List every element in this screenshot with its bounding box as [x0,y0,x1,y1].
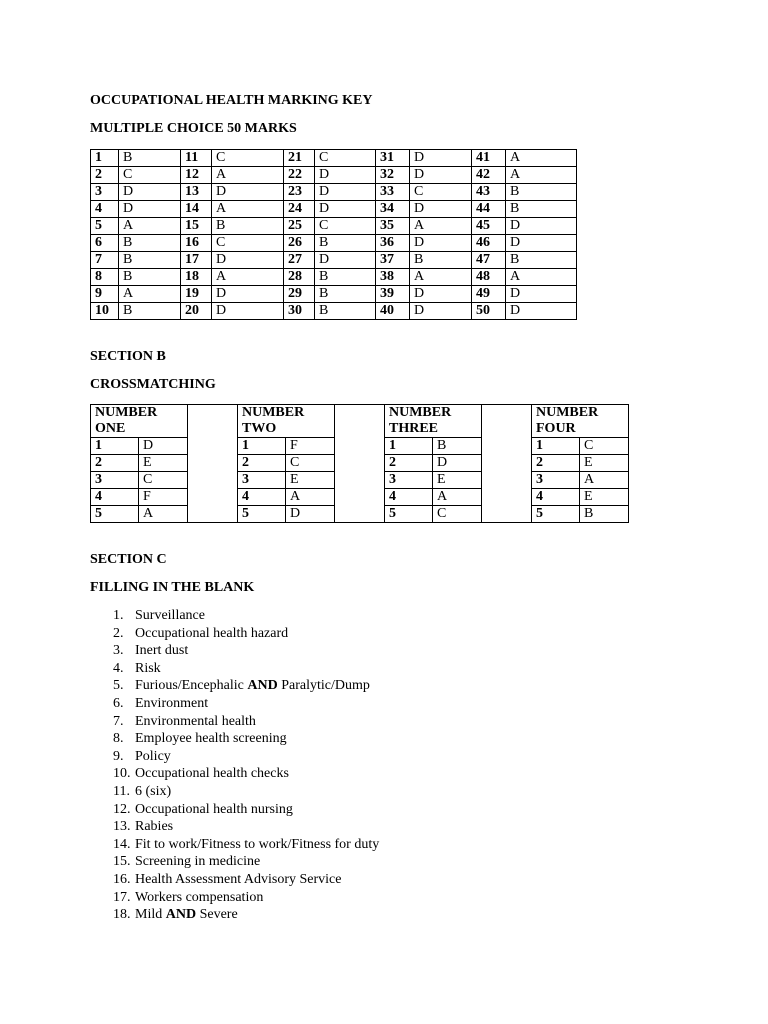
list-item [113,836,379,854]
table-row [91,150,577,167]
list-item [113,625,379,643]
answer-letter: B [410,252,472,269]
matched-letter: F [286,438,335,455]
table-row [385,455,482,472]
matched-letter: A [286,489,335,506]
document-title: OCCUPATIONAL HEALTH MARKING KEY [90,93,373,108]
item-number: 4 [91,489,139,506]
crossmatch-table [237,404,335,523]
answer-letter: B [119,150,181,167]
answer-letter: A [506,150,577,167]
item-number: 9. [113,748,124,764]
table-row [91,489,188,506]
answer-letter: A [410,218,472,235]
table-row [91,438,188,455]
answer-letter: C [315,150,376,167]
question-number: 2 [91,167,119,184]
answer-letter: A [119,286,181,303]
answer-text: Mild [135,907,166,923]
list-item [113,642,379,660]
matched-letter: D [433,455,482,472]
crossmatch-table-header: NUMBER ONE [91,405,188,438]
answer-letter: B [119,252,181,269]
question-number: 35 [376,218,410,235]
table-row [238,489,335,506]
answer-text: Furious/Encephalic [135,678,248,694]
matched-letter: E [580,489,629,506]
section-c-heading: FILLING IN THE BLANK [90,580,255,595]
answer-letter: D [506,235,577,252]
answer-text: Severe [196,907,238,923]
answer-letter: B [506,184,577,201]
answer-letter: A [212,269,284,286]
item-number: 15. [113,854,131,870]
question-number: 43 [472,184,506,201]
answer-letter: D [506,218,577,235]
question-number: 24 [284,201,315,218]
item-number: 6. [113,695,124,711]
section-c-label: SECTION C [90,552,167,567]
answer-text: Health Assessment Advisory Service [135,871,342,887]
item-number: 1. [113,608,124,623]
item-number: 14. [113,836,131,852]
item-number: 4 [385,489,433,506]
answer-text: Employee health screening [135,731,287,747]
list-item [113,765,379,783]
answer-letter: D [506,303,577,320]
list-item [113,906,379,924]
item-number: 2 [91,455,139,472]
item-number: 5 [91,506,139,523]
answer-letter: C [410,184,472,201]
list-item [113,818,379,836]
answer-text: Environment [135,695,209,711]
answer-letter: D [315,167,376,184]
question-number: 32 [376,167,410,184]
answer-letter: A [119,218,181,235]
emphasis-text: AND [165,907,197,923]
answer-letter: B [506,252,577,269]
question-number: 45 [472,218,506,235]
item-number: 3 [91,472,139,489]
question-number: 3 [91,184,119,201]
question-number: 37 [376,252,410,269]
question-number: 4 [91,201,119,218]
question-number: 26 [284,235,315,252]
answer-text: Surveillance [135,608,205,623]
matched-letter: C [433,506,482,523]
item-number: 4. [113,660,124,676]
list-item [113,783,379,801]
table-row [532,472,629,489]
question-number: 41 [472,150,506,167]
item-number: 3 [238,472,286,489]
item-number: 2 [238,455,286,472]
question-number: 40 [376,303,410,320]
table-row [91,506,188,523]
answer-letter: D [315,252,376,269]
answer-text: Environmental health [135,713,256,729]
table-row [238,506,335,523]
list-item [113,677,379,695]
item-number: 11. [113,783,130,799]
crossmatch-table-header: NUMBER THREE [385,405,482,438]
question-number: 49 [472,286,506,303]
answer-letter: D [410,150,472,167]
question-number: 30 [284,303,315,320]
answer-text: Rabies [135,819,174,835]
item-number: 3 [385,472,433,489]
answer-text: Occupational health checks [135,766,289,782]
question-number: 33 [376,184,410,201]
question-number: 16 [181,235,212,252]
list-item [113,695,379,713]
matched-letter: E [139,455,188,472]
item-number: 7. [113,713,124,729]
list-item [113,660,379,678]
section-a-heading: MULTIPLE CHOICE 50 MARKS [90,121,297,136]
table-row [91,286,577,303]
answer-letter: A [410,269,472,286]
table-row [91,455,188,472]
answer-text: Workers compensation [135,889,264,905]
answer-letter: D [410,303,472,320]
table-row [91,167,577,184]
table-row [91,235,577,252]
answer-letter: A [506,269,577,286]
answer-letter: A [506,167,577,184]
question-number: 14 [181,201,212,218]
answer-letter: D [212,252,284,269]
answer-letter: C [212,150,284,167]
answer-letter: D [410,286,472,303]
table-row [91,269,577,286]
item-number: 1 [532,438,580,455]
answer-letter: B [315,303,376,320]
answer-letter: D [506,286,577,303]
answer-letter: B [506,201,577,218]
table-row [385,472,482,489]
list-item [113,801,379,819]
table-row [91,472,188,489]
item-number: 2 [385,455,433,472]
crossmatch-table [384,404,482,523]
table-row [532,489,629,506]
list-item [113,713,379,731]
matched-letter: D [286,506,335,523]
question-number: 18 [181,269,212,286]
answer-letter: B [315,286,376,303]
question-number: 36 [376,235,410,252]
table-row [532,438,629,455]
answer-letter: D [119,201,181,218]
question-number: 34 [376,201,410,218]
table-row [238,455,335,472]
list-item [113,748,379,766]
question-number: 28 [284,269,315,286]
matched-letter: E [286,472,335,489]
answer-letter: A [212,201,284,218]
question-number: 39 [376,286,410,303]
answer-letter: C [212,235,284,252]
answer-letter: B [119,235,181,252]
table-spacer [482,404,531,523]
answer-letter: D [212,303,284,320]
crossmatch-table [90,404,188,523]
table-row [532,455,629,472]
item-number: 13. [113,819,131,835]
item-number: 1 [385,438,433,455]
emphasis-text: AND [247,678,278,694]
crossmatch-table-header: NUMBER TWO [238,405,335,438]
table-row [91,303,577,320]
section-b-label: SECTION B [90,349,166,364]
question-number: 8 [91,269,119,286]
item-number: 5 [238,506,286,523]
item-number: 5 [532,506,580,523]
question-number: 9 [91,286,119,303]
question-number: 1 [91,150,119,167]
item-number: 5 [385,506,433,523]
answer-letter: C [119,167,181,184]
answer-text: 6 (six) [135,783,172,799]
question-number: 6 [91,235,119,252]
list-item [113,607,379,625]
matched-letter: A [433,489,482,506]
question-number: 29 [284,286,315,303]
answer-text: Fit to work/Fitness to work/Fitness for duty [135,836,380,852]
question-number: 44 [472,201,506,218]
question-number: 22 [284,167,315,184]
question-number: 12 [181,167,212,184]
matched-letter: B [433,438,482,455]
question-number: 17 [181,252,212,269]
list-item [113,730,379,748]
item-number: 17. [113,889,131,905]
question-number: 15 [181,218,212,235]
answer-letter: D [119,184,181,201]
item-number: 10. [113,766,131,782]
question-number: 31 [376,150,410,167]
list-item [113,853,379,871]
table-row [91,252,577,269]
table-row [91,201,577,218]
table-row [385,506,482,523]
item-number: 8. [113,731,124,747]
table-spacer [188,404,237,523]
item-number: 18. [113,907,131,923]
matched-letter: F [139,489,188,506]
question-number: 47 [472,252,506,269]
matched-letter: C [286,455,335,472]
item-number: 2. [113,625,124,641]
list-item [113,871,379,889]
matched-letter: B [580,506,629,523]
question-number: 25 [284,218,315,235]
item-number: 5. [113,678,124,694]
multiple-choice-answer-table [90,149,577,320]
item-number: 12. [113,801,131,817]
table-row [238,472,335,489]
answer-text: Screening in medicine [135,854,261,870]
answer-text: Occupational health hazard [135,625,289,641]
answer-letter: B [212,218,284,235]
table-row [91,218,577,235]
table-row [91,184,577,201]
question-number: 42 [472,167,506,184]
matched-letter: C [139,472,188,489]
question-number: 20 [181,303,212,320]
matched-letter: A [139,506,188,523]
matched-letter: E [580,455,629,472]
table-row [385,489,482,506]
answer-letter: B [315,235,376,252]
question-number: 27 [284,252,315,269]
answer-letter: D [315,184,376,201]
answer-letter: D [410,201,472,218]
item-number: 3 [532,472,580,489]
table-row [532,506,629,523]
matched-letter: A [580,472,629,489]
item-number: 2 [532,455,580,472]
item-number: 16. [113,871,131,887]
table-spacer [335,404,384,523]
item-number: 4 [532,489,580,506]
matched-letter: D [139,438,188,455]
answer-letter: B [119,269,181,286]
answer-text: Policy [135,748,171,764]
item-number: 1 [238,438,286,455]
answer-letter: D [410,235,472,252]
answer-letter: D [410,167,472,184]
answer-letter: D [212,184,284,201]
question-number: 38 [376,269,410,286]
question-number: 50 [472,303,506,320]
question-number: 13 [181,184,212,201]
matched-letter: C [580,438,629,455]
question-number: 7 [91,252,119,269]
question-number: 10 [91,303,119,320]
table-row [385,438,482,455]
question-number: 19 [181,286,212,303]
fill-in-the-blank-answer-list [113,607,379,924]
question-number: 21 [284,150,315,167]
section-b-heading: CROSSMATCHING [90,377,216,392]
answer-letter: B [119,303,181,320]
question-number: 11 [181,150,212,167]
question-number: 5 [91,218,119,235]
answer-letter: B [315,269,376,286]
question-number: 48 [472,269,506,286]
list-item [113,889,379,907]
question-number: 23 [284,184,315,201]
crossmatch-table-header: NUMBER FOUR [532,405,629,438]
answer-letter: C [315,218,376,235]
matched-letter: E [433,472,482,489]
answer-text: Paralytic/Dump [277,678,370,694]
item-number: 3. [113,643,124,659]
question-number: 46 [472,235,506,252]
item-number: 4 [238,489,286,506]
table-row [238,438,335,455]
answer-text: Occupational health nursing [135,801,293,817]
answer-letter: D [315,201,376,218]
answer-text: Inert dust [135,643,189,659]
answer-letter: D [212,286,284,303]
item-number: 1 [91,438,139,455]
answer-text: Risk [135,660,161,676]
crossmatch-table [531,404,629,523]
answer-letter: A [212,167,284,184]
